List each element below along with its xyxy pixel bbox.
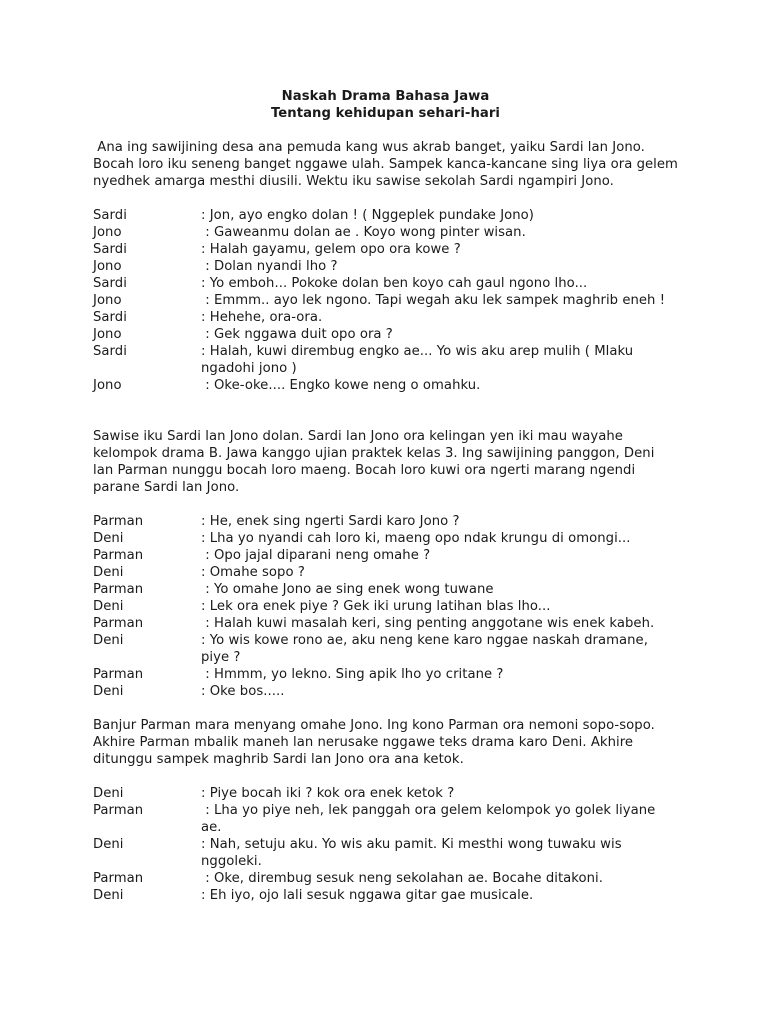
scene3-dialogue: [93, 785, 678, 904]
utterance: : Oke-oke.... Engko kowe neng o omahku.: [201, 378, 481, 393]
utterance: : Hmmm, yo lekno. Sing apik lho yo critane ?: [201, 667, 504, 682]
utterance: : Opo jajal diparani neng omahe ?: [201, 548, 431, 563]
speaker: Deni: [93, 837, 124, 852]
speaker: Sardi: [93, 276, 127, 291]
utterance: : Oke bos.....: [201, 684, 285, 699]
utterance: : Yo wis kowe rono ae, aku neng kene karo nggae naskah dramane, piye ?: [201, 633, 653, 665]
utterance: : Emmm.. ayo lek ngono. Tapi wegah aku lek sampek maghrib eneh !: [201, 293, 666, 308]
utterance: : Oke, dirembug sesuk neng sekolahan ae. Bocahe ditakoni.: [201, 871, 604, 886]
dialogue-line: [93, 581, 678, 598]
dialogue-line: [93, 666, 678, 683]
utterance: : Lha yo nyandi cah loro ki, maeng opo ndak krungu di omongi...: [201, 531, 631, 546]
dialogue-line: [93, 615, 678, 632]
speaker: Deni: [93, 888, 124, 903]
speaker: Parman: [93, 616, 144, 631]
speaker: Parman: [93, 514, 144, 529]
utterance: : Piye bocah iki ? kok ora enek ketok ?: [201, 786, 455, 801]
dialogue-line: [93, 207, 678, 224]
utterance: : Yo omahe Jono ae sing enek wong tuwane: [201, 582, 494, 597]
dialogue-line: [93, 241, 678, 258]
dialogue-line: [93, 326, 678, 343]
utterance: : Omahe sopo ?: [201, 565, 305, 580]
utterance: : He, enek sing ngerti Sardi karo Jono ?: [201, 514, 460, 529]
utterance: : Lha yo piye neh, lek panggah ora gelem kelompok yo golek liyane ae.: [201, 803, 660, 835]
speaker: Deni: [93, 565, 124, 580]
title-line-1: Naskah Drama Bahasa Jawa: [281, 89, 490, 104]
speaker: Jono: [93, 259, 122, 274]
dialogue-line: [93, 836, 678, 870]
dialogue-line: [93, 564, 678, 581]
spacer: [93, 411, 678, 428]
speaker: Parman: [93, 548, 144, 563]
dialogue-line: [93, 292, 678, 309]
speaker: Sardi: [93, 310, 127, 325]
speaker: Deni: [93, 684, 124, 699]
dialogue-line: [93, 224, 678, 241]
document-page: [93, 88, 683, 921]
speaker: Jono: [93, 327, 122, 342]
speaker: Deni: [93, 633, 124, 648]
dialogue-line: [93, 513, 678, 530]
utterance: : Gaweanmu dolan ae . Koyo wong pinter wisan.: [201, 225, 526, 240]
dialogue-line: [93, 547, 678, 564]
dialogue-line: [93, 530, 678, 547]
dialogue-line: [93, 785, 678, 802]
speaker: Sardi: [93, 208, 127, 223]
dialogue-line: [93, 632, 678, 666]
intro-paragraph: Ana ing sawijining desa ana pemuda kang wus akrab banget, yaiku Sardi lan Jono. Bocah loro iku seneng banget nggawe ulah. Sampek kanca-kancane sing liya ora gelem nyedhek amarga mesthi diusili. Wektu iku sawise sekolah Sardi ngampiri Jono.: [93, 140, 683, 189]
speaker: Deni: [93, 786, 124, 801]
speaker: Parman: [93, 871, 144, 886]
utterance: : Yo emboh... Pokoke dolan ben koyo cah gaul ngono lho...: [201, 276, 588, 291]
utterance: : Halah, kuwi dirembug engko ae... Yo wis aku arep mulih ( Mlaku ngadohi jono ): [201, 344, 638, 376]
title-block: [93, 88, 678, 122]
speaker: Parman: [93, 582, 144, 597]
dialogue-line: [93, 309, 678, 326]
utterance: : Nah, setuju aku. Yo wis aku pamit. Ki mesthi wong tuwaku wis nggoleki.: [201, 837, 626, 869]
narration-paragraph-2: Sawise iku Sardi lan Jono dolan. Sardi lan Jono ora kelingan yen iki mau wayahe kelompok drama B. Jawa kanggo ujian praktek kelas 3. Ing sawijining panggon, Deni lan Parman nunggu bocah loro maeng. Bocah loro kuwi ora ngerti marang ngendi parane Sardi lan Jono.: [93, 429, 659, 495]
utterance: : Halah gayamu, gelem opo ora kowe ?: [201, 242, 461, 257]
dialogue-line: [93, 802, 678, 836]
speaker: Deni: [93, 531, 124, 546]
dialogue-line: [93, 870, 678, 887]
speaker: Sardi: [93, 242, 127, 257]
dialogue-line: [93, 343, 678, 377]
utterance: : Eh iyo, ojo lali sesuk nggawa gitar gae musicale.: [201, 888, 534, 903]
speaker: Parman: [93, 803, 144, 818]
scene2-dialogue: [93, 513, 678, 700]
speaker: Jono: [93, 378, 122, 393]
speaker: Jono: [93, 293, 122, 308]
title-line-2: Tentang kehidupan sehari-hari: [271, 106, 500, 121]
dialogue-line: [93, 598, 678, 615]
dialogue-line: [93, 258, 678, 275]
utterance: : Halah kuwi masalah keri, sing penting anggotane wis enek kabeh.: [201, 616, 655, 631]
speaker: Sardi: [93, 344, 127, 359]
utterance: : Jon, ayo engko dolan ! ( Nggeplek pundake Jono): [201, 208, 534, 223]
utterance: : Gek nggawa duit opo ora ?: [201, 327, 393, 342]
speaker: Jono: [93, 225, 122, 240]
dialogue-line: [93, 275, 678, 292]
narration-paragraph-3: Banjur Parman mara menyang omahe Jono. Ing kono Parman ora nemoni sopo-sopo. Akhire Parman mbalik maneh lan nerusake nggawe teks drama karo Deni. Akhire ditunggu sampek maghrib Sardi lan Jono ora ana ketok.: [93, 718, 660, 767]
utterance: : Hehehe, ora-ora.: [201, 310, 323, 325]
utterance: : Dolan nyandi lho ?: [201, 259, 338, 274]
dialogue-line: [93, 887, 678, 904]
speaker: Parman: [93, 667, 144, 682]
dialogue-line: [93, 683, 678, 700]
dialogue-line: [93, 377, 678, 394]
utterance: : Lek ora enek piye ? Gek iki urung latihan blas lho...: [201, 599, 551, 614]
scene1-dialogue: [93, 207, 678, 394]
speaker: Deni: [93, 599, 124, 614]
